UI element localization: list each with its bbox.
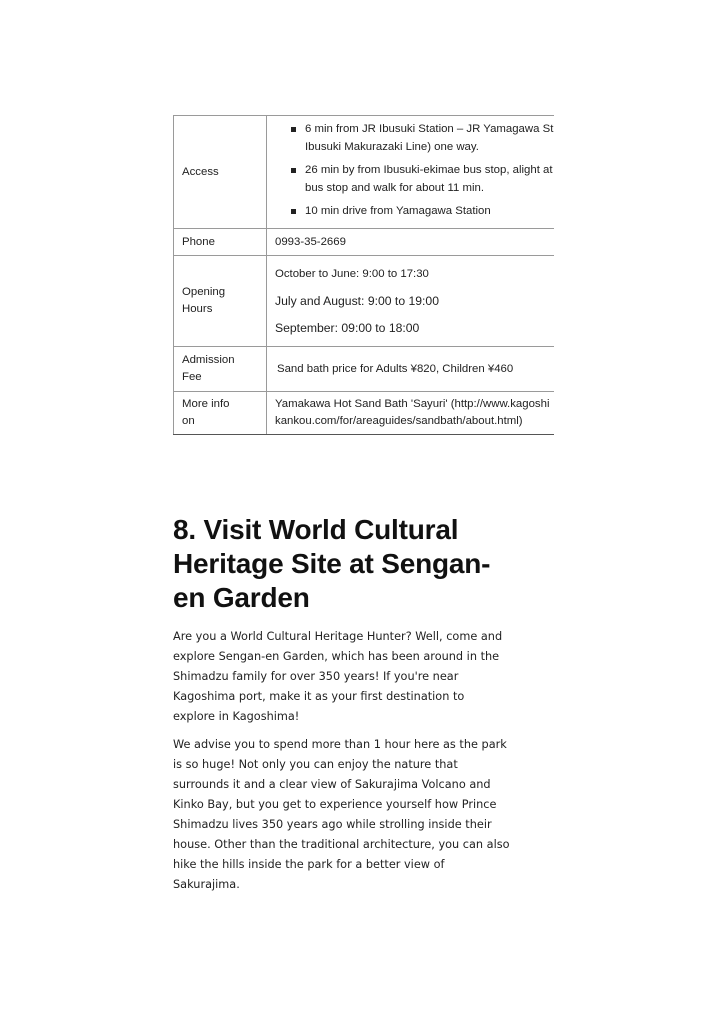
hours-value — [267, 256, 555, 347]
more-info-label-line: on — [182, 415, 195, 427]
paragraph-line: Shimadzu lives 350 years ago while strolling inside their — [173, 818, 492, 831]
paragraph-line: house. Other than the traditional architecture, you can also — [173, 838, 510, 851]
fee-label-line: Fee — [182, 371, 202, 383]
table-row-fee — [174, 347, 555, 392]
hours-label — [174, 256, 267, 347]
paragraph-intro — [173, 627, 553, 727]
hours-line: September: 09:00 to 18:00 — [275, 321, 420, 335]
table-row-access — [174, 116, 555, 229]
bullet-icon — [291, 168, 296, 173]
heading-line: 8. Visit World Cultural — [173, 514, 459, 545]
fee-label-line: Admission — [182, 354, 235, 366]
access-item-text: bus stop and walk for about 11 min. — [305, 182, 484, 194]
paragraph-line: Shimadzu family for over 350 years! If you're near — [173, 670, 459, 683]
access-item-text: 10 min drive from Yamagawa Station — [305, 205, 491, 217]
paragraph-line: explore in Kagoshima! — [173, 710, 300, 723]
heading-line: en Garden — [173, 582, 310, 613]
bullet-icon — [291, 209, 296, 214]
access-item — [289, 202, 554, 220]
hours-label-line: Hours — [182, 303, 213, 315]
more-info-label-line: More info — [182, 398, 230, 410]
paragraph-line: We advise you to spend more than 1 hour here as the park — [173, 738, 507, 751]
paragraph-line: Sakurajima. — [173, 878, 240, 891]
access-label: Access — [174, 116, 267, 229]
access-item-text: Ibusuki Makurazaki Line) one way. — [305, 141, 479, 153]
paragraph-advice — [173, 735, 553, 895]
paragraph-line: hike the hills inside the park for a better view of — [173, 858, 445, 871]
access-value — [267, 116, 555, 229]
hours-line: October to June: 9:00 to 17:30 — [275, 268, 429, 280]
table-row-more-info — [174, 392, 555, 435]
phone-label: Phone — [174, 229, 267, 256]
hours-line: July and August: 9:00 to 19:00 — [275, 294, 439, 308]
heading-line: Heritage Site at Sengan- — [173, 548, 491, 579]
more-info-link-line: Yamakawa Hot Sand Bath 'Sayuri' (http://www.kagoshi — [275, 398, 550, 410]
phone-value: 0993-35-2669 — [267, 229, 555, 256]
more-info-label — [174, 392, 267, 435]
paragraph-line: is so huge! Not only you can enjoy the nature that — [173, 758, 458, 771]
fee-label — [174, 347, 267, 392]
paragraph-line: Kinko Bay, but you get to experience yourself how Prince — [173, 798, 497, 811]
section-heading — [173, 513, 553, 615]
paragraph-line: Kagoshima port, make it as your first destination to — [173, 690, 465, 703]
fee-value — [267, 347, 555, 392]
paragraph-line: explore Sengan-en Garden, which has been around in the — [173, 650, 500, 663]
table-row-phone — [174, 229, 555, 256]
info-table — [173, 115, 554, 435]
table-row-hours — [174, 256, 555, 347]
access-list — [275, 120, 554, 220]
hours-label-line: Opening — [182, 286, 226, 298]
more-info-value — [267, 392, 555, 435]
access-item — [289, 161, 554, 197]
info-table-container — [173, 115, 554, 435]
more-info-link-line: kankou.com/for/areaguides/sandbath/about.html) — [275, 415, 523, 427]
fee-text: Sand bath price for Adults ¥820, Children ¥460 — [277, 362, 514, 375]
access-item-text: 6 min from JR Ibusuki Station – JR Yamagawa St — [305, 123, 554, 135]
access-item — [289, 120, 554, 156]
access-item-text: 26 min by from Ibusuki-ekimae bus stop, alight at — [305, 164, 553, 176]
bullet-icon — [291, 127, 296, 132]
paragraph-line: surrounds it and a clear view of Sakurajima Volcano and — [173, 778, 491, 791]
paragraph-line: Are you a World Cultural Heritage Hunter? Well, come and — [173, 630, 503, 643]
